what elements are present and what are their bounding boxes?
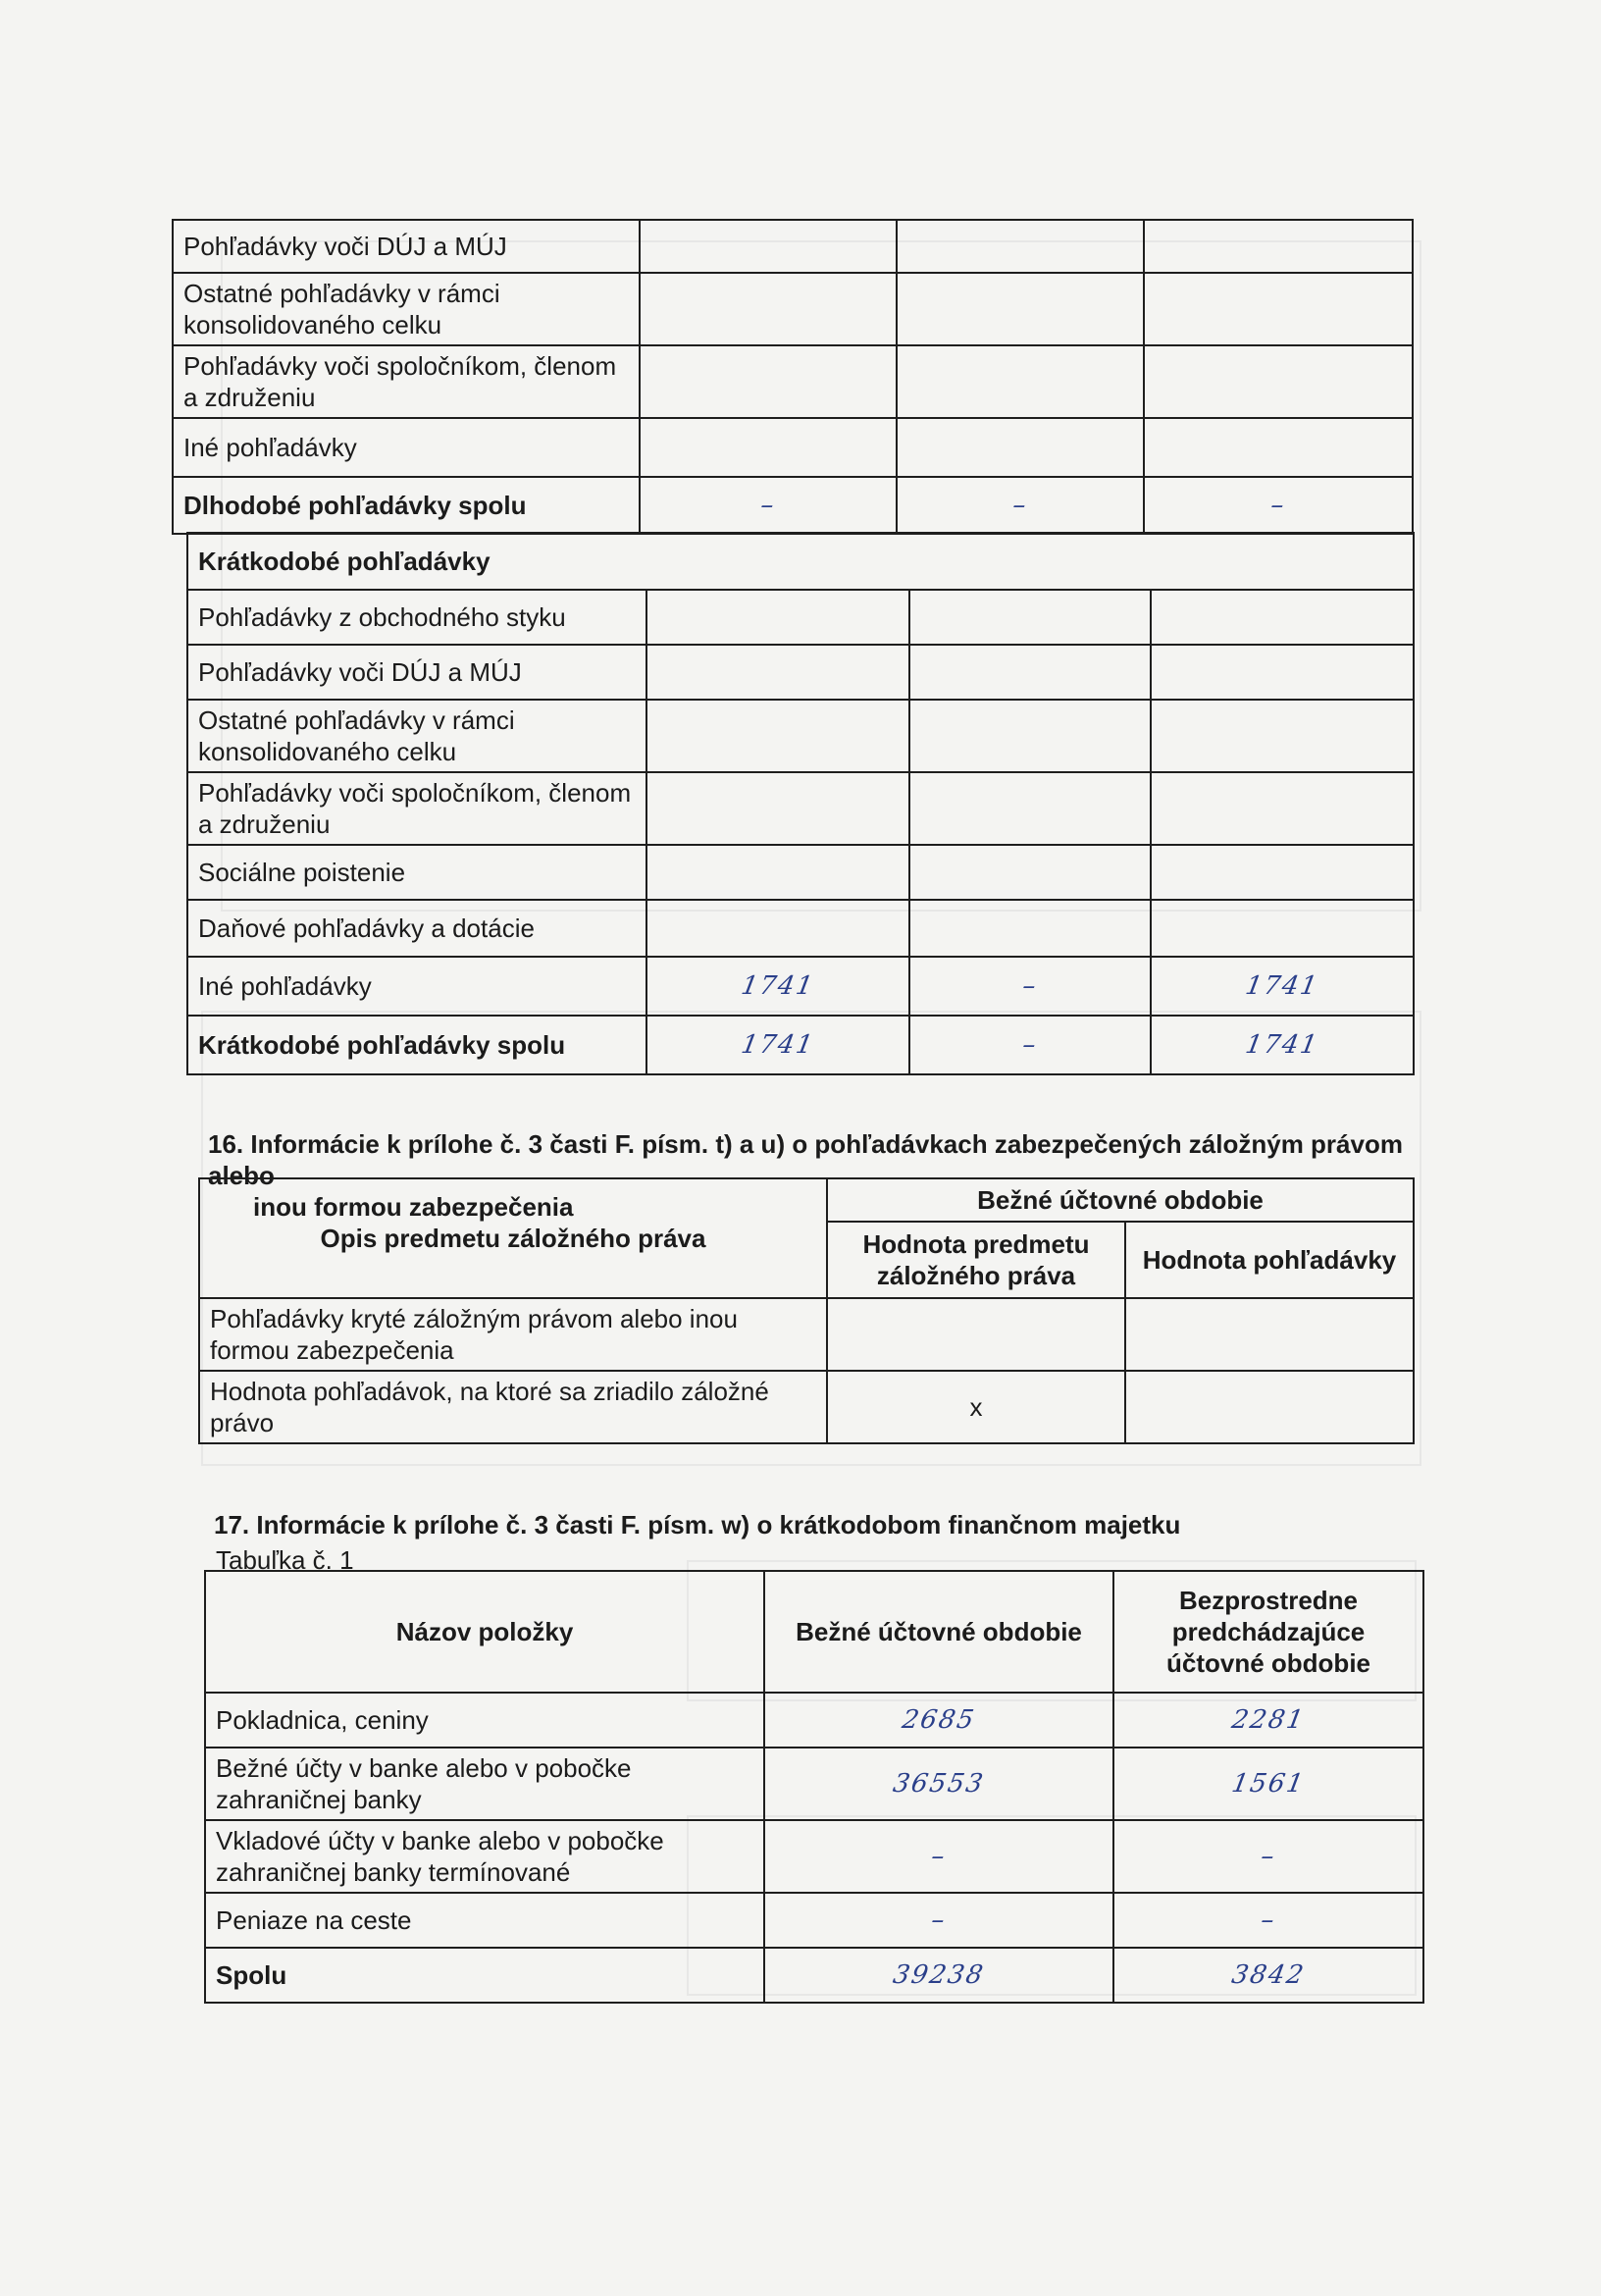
col-header-value-claim: Hodnota pohľadávky bbox=[1125, 1222, 1414, 1298]
value-cell bbox=[1151, 645, 1414, 700]
row-label: Pokladnica, ceniny bbox=[205, 1693, 764, 1748]
value-cell: 3842 bbox=[1109, 1948, 1428, 2003]
table-row bbox=[173, 418, 1413, 477]
row-label: Iné pohľadávky bbox=[173, 418, 640, 477]
table-row bbox=[173, 477, 1413, 534]
value-cell: 39238 bbox=[759, 1948, 1118, 2003]
row-label: Iné pohľadávky bbox=[187, 957, 646, 1016]
pledge-table bbox=[198, 1177, 1415, 1444]
row-label: Bežné účty v banke alebo v pobočke zahraničnej banky bbox=[205, 1748, 764, 1820]
row-label: Krátkodobé pohľadávky spolu bbox=[187, 1016, 646, 1074]
value-cell bbox=[897, 273, 1144, 345]
short-receivables-table bbox=[186, 532, 1415, 1075]
value-cell bbox=[1151, 590, 1414, 645]
col-header-pledge-description: Opis predmetu záložného práva bbox=[199, 1178, 827, 1298]
value-cell: – bbox=[1139, 477, 1418, 534]
value-cell bbox=[640, 220, 897, 273]
col-header-current-period: Bežné účtovné obdobie bbox=[764, 1571, 1113, 1693]
section17-title: Informácie k prílohe č. 3 časti F. písm. w) o krátkodobom finančnom majetku bbox=[256, 1510, 1181, 1539]
row-label: Pohľadávky voči spoločníkom, členom a združeniu bbox=[187, 772, 646, 845]
value-cell bbox=[909, 772, 1151, 845]
table-row bbox=[173, 220, 1413, 273]
value-cell: – bbox=[904, 1016, 1157, 1074]
value-cell bbox=[909, 700, 1151, 772]
value-cell: – bbox=[904, 957, 1157, 1016]
value-cell: – bbox=[1109, 1893, 1428, 1948]
value-cell bbox=[1144, 273, 1413, 345]
table-row bbox=[187, 845, 1414, 900]
row-label: Ostatné pohľadávky v rámci konsolidovaného celku bbox=[173, 273, 640, 345]
value-cell bbox=[640, 273, 897, 345]
value-cell bbox=[640, 345, 897, 418]
value-cell bbox=[640, 418, 897, 477]
value-cell bbox=[1151, 772, 1414, 845]
value-cell: – bbox=[892, 477, 1149, 534]
row-label: Vkladové účty v banke alebo v pobočke zahraničnej banky termínované bbox=[205, 1820, 764, 1893]
value-cell bbox=[646, 900, 909, 957]
value-cell bbox=[646, 700, 909, 772]
table-row bbox=[187, 900, 1414, 957]
table-row bbox=[205, 1893, 1423, 1948]
value-cell bbox=[1125, 1371, 1414, 1443]
value-cell bbox=[909, 590, 1151, 645]
col-header-current-period: Bežné účtovné obdobie bbox=[827, 1178, 1414, 1222]
row-label: Pohľadávky kryté záložným právom alebo inou formou zabezpečenia bbox=[199, 1298, 827, 1371]
table-label: Tabuľka č. 1 bbox=[216, 1545, 354, 1575]
financial-assets-table bbox=[204, 1570, 1424, 2004]
row-label: Pohľadávky voči DÚJ a MÚJ bbox=[173, 220, 640, 273]
row-label: Peniaze na ceste bbox=[205, 1893, 764, 1948]
value-cell bbox=[897, 220, 1144, 273]
row-label: Pohľadávky z obchodného styku bbox=[187, 590, 646, 645]
value-cell: – bbox=[635, 477, 902, 534]
col-header-item-name: Názov položky bbox=[205, 1571, 764, 1693]
value-cell bbox=[827, 1298, 1125, 1371]
receivables-table bbox=[172, 219, 1414, 535]
value-cell bbox=[1144, 418, 1413, 477]
value-cell: 2281 bbox=[1109, 1693, 1428, 1748]
row-label: Hodnota pohľadávok, na ktoré sa zriadilo záložné právo bbox=[199, 1371, 827, 1443]
value-cell bbox=[646, 590, 909, 645]
table-row bbox=[205, 1820, 1423, 1893]
value-cell bbox=[909, 845, 1151, 900]
table-row bbox=[187, 590, 1414, 645]
value-cell: 36553 bbox=[757, 1748, 1119, 1820]
section16-number: 16. bbox=[208, 1129, 244, 1159]
table-row bbox=[205, 1693, 1423, 1748]
row-label: Pohľadávky voči spoločníkom, členom a združeniu bbox=[173, 345, 640, 418]
section17-number: 17. bbox=[214, 1510, 250, 1539]
value-cell bbox=[1125, 1298, 1414, 1371]
value-cell: – bbox=[1107, 1820, 1429, 1893]
table-row bbox=[187, 1016, 1414, 1074]
value-cell bbox=[1144, 220, 1413, 273]
table-row bbox=[199, 1371, 1414, 1443]
value-cell bbox=[1144, 345, 1413, 418]
value-cell bbox=[897, 418, 1144, 477]
row-label: Pohľadávky voči DÚJ a MÚJ bbox=[187, 645, 646, 700]
value-cell: 2685 bbox=[759, 1693, 1118, 1748]
value-cell: 1741 bbox=[642, 1016, 915, 1074]
table-row bbox=[205, 1948, 1423, 2003]
value-cell: 1561 bbox=[1107, 1748, 1429, 1820]
section16-title-line1: Informácie k prílohe č. 3 časti F. písm. t) a u) o pohľadávkach zabezpečených záložným právom alebo bbox=[208, 1129, 1403, 1190]
value-cell bbox=[1151, 900, 1414, 957]
value-cell: 1741 bbox=[642, 957, 915, 1016]
value-cell: x bbox=[827, 1371, 1125, 1443]
row-label: Spolu bbox=[205, 1948, 764, 2003]
value-cell bbox=[909, 900, 1151, 957]
section17-heading bbox=[214, 1509, 1391, 1540]
table-row bbox=[205, 1748, 1423, 1820]
table-row bbox=[187, 957, 1414, 1016]
value-cell bbox=[909, 645, 1151, 700]
value-cell bbox=[1151, 845, 1414, 900]
table-row bbox=[173, 273, 1413, 345]
value-cell bbox=[897, 345, 1144, 418]
table-row bbox=[187, 700, 1414, 772]
table-row bbox=[187, 645, 1414, 700]
value-cell bbox=[646, 845, 909, 900]
row-label: Ostatné pohľadávky v rámci konsolidovaného celku bbox=[187, 700, 646, 772]
value-cell: 1741 bbox=[1146, 1016, 1420, 1074]
row-label: Dlhodobé pohľadávky spolu bbox=[173, 477, 640, 534]
value-cell bbox=[646, 772, 909, 845]
table-row bbox=[187, 772, 1414, 845]
table-row bbox=[173, 345, 1413, 418]
value-cell bbox=[646, 645, 909, 700]
table-row bbox=[199, 1298, 1414, 1371]
col-header-previous-period: Bezprostredne predchádzajúce účtovné obdobie bbox=[1113, 1571, 1423, 1693]
value-cell: – bbox=[757, 1820, 1119, 1893]
value-cell: 1741 bbox=[1146, 957, 1420, 1016]
section16-title-line2: inou formou zabezpečenia bbox=[253, 1192, 574, 1222]
row-label: Sociálne poistenie bbox=[187, 845, 646, 900]
value-cell: – bbox=[759, 1893, 1118, 1948]
section-label-short-receivables: Krátkodobé pohľadávky bbox=[187, 533, 1414, 590]
value-cell bbox=[1151, 700, 1414, 772]
row-label: Daňové pohľadávky a dotácie bbox=[187, 900, 646, 957]
col-header-value-subject: Hodnota predmetu záložného práva bbox=[827, 1222, 1125, 1298]
